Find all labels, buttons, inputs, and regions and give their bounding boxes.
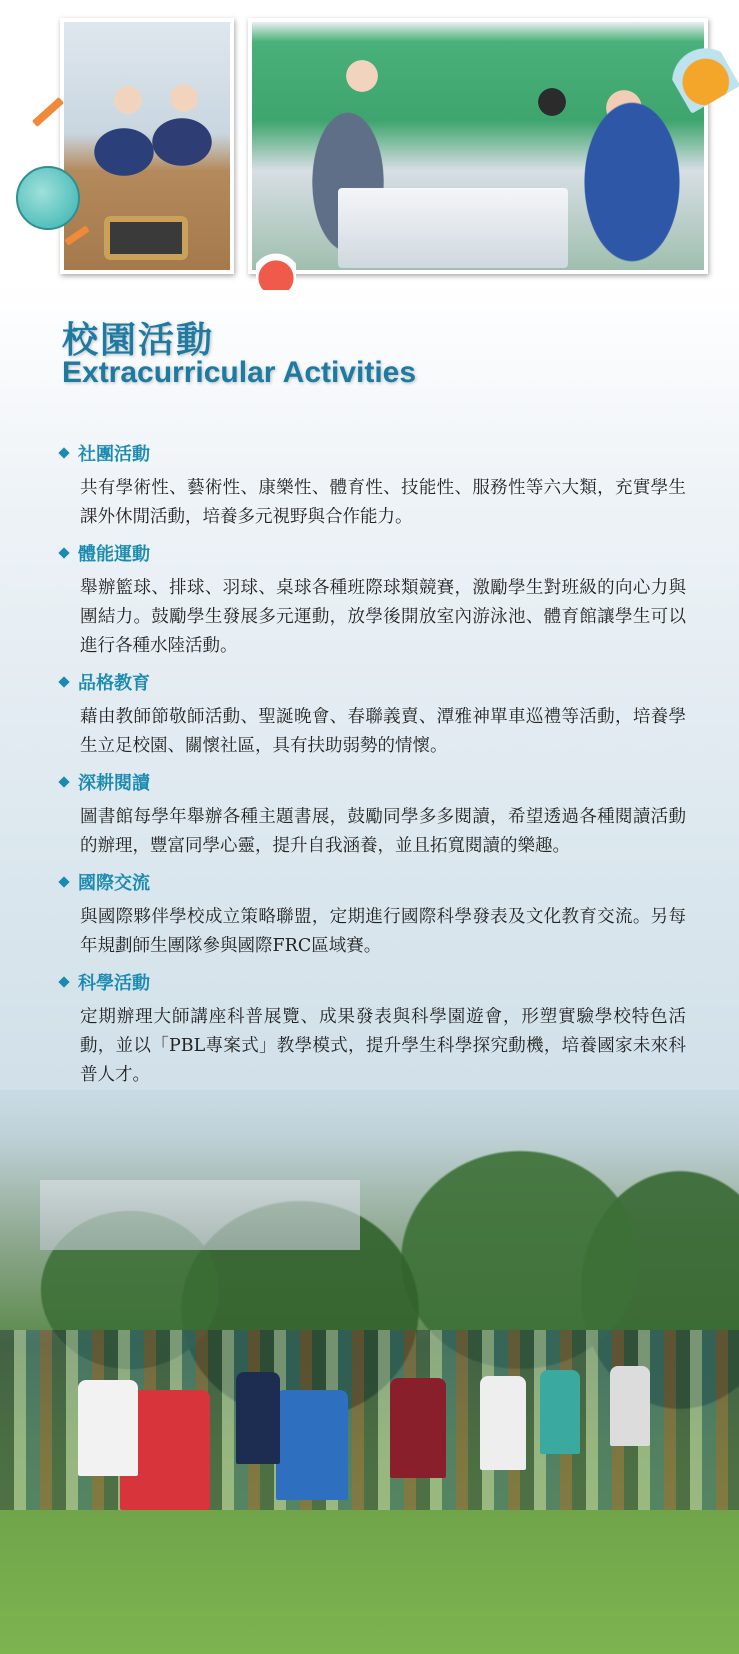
section-body: 共有學術性、藝術性、康樂性、體育性、技能性、服務性等六大類，充實學生課外休閒活動，培養多元視野與合作能力。 [80,478,686,527]
science-lab-photo [248,18,708,274]
section-heading [56,669,686,695]
page-title: 校園活動 [62,320,215,361]
section-title: 深耕閱讀 [78,773,150,794]
student-figure [276,1390,348,1500]
section-body: 舉辦籃球、排球、羽球、桌球各種班際球類競賽，激勵學生對班級的向心力與團結力。鼓勵學生發展多元運動，放學後開放室內游泳池、體育館讓學生可以進行各種水陸活動。 [80,578,686,656]
student-figure [480,1376,526,1470]
student-figure [540,1370,580,1454]
section-heading [56,540,686,566]
section-heading [56,869,686,895]
page-subtitle: Extracurricular Activities [62,356,417,389]
section-title: 品格教育 [78,673,150,694]
section-heading [56,969,686,995]
section-title: 社團活動 [78,444,150,465]
activity-list [56,440,686,1098]
globe-icon [16,166,80,230]
diamond-bullet-icon [58,776,69,787]
diamond-bullet-icon [58,676,69,687]
section-international [56,869,686,961]
diamond-bullet-icon [58,447,69,458]
section-body: 圖書館每學年舉辦各種主題書展，鼓勵同學多多閱讀，希望透過各種閱讀活動的辦理，豐富同學心靈，提升自我涵養，並且拓寬閱讀的樂趣。 [80,807,686,856]
section-science [56,969,686,1090]
section-heading [56,440,686,466]
student-figure [610,1366,650,1446]
section-character [56,669,686,761]
robot-car-figure [104,216,188,260]
student-figure [390,1378,446,1478]
section-clubs [56,440,686,532]
section-reading [56,769,686,861]
section-sports [56,540,686,661]
section-body: 定期辦理大師講座科普展覽、成果發表與科學園遊會，形塑實驗學校特色活動，並以「PBL專案式」教學模式，提升學生科學探究動機，培養國家未來科普人才。 [80,1007,686,1085]
section-title: 科學活動 [78,973,150,994]
student-figure [236,1372,280,1464]
diamond-bullet-icon [58,976,69,987]
section-heading [56,769,686,795]
student-figure [78,1380,138,1476]
section-title: 國際交流 [78,873,150,894]
school-building-figure [40,1180,360,1250]
robotics-photo [60,18,234,274]
section-body: 藉由教師節敬師活動、聖誕晚會、春聯義賣、潭雅神單車巡禮等活動，培養學生立足校園、關懷社區，具有扶助弱勢的情懷。 [80,707,686,756]
section-body: 與國際夥伴學校成立策略聯盟，定期進行國際科學發表及文化教育交流。另每年規劃師生團隊參與國際FRC區域賽。 [80,907,686,956]
section-title: 體能運動 [78,544,150,565]
flask-icon [256,250,296,290]
lab-table-figure [338,188,568,268]
diamond-bullet-icon [58,876,69,887]
diamond-bullet-icon [58,547,69,558]
